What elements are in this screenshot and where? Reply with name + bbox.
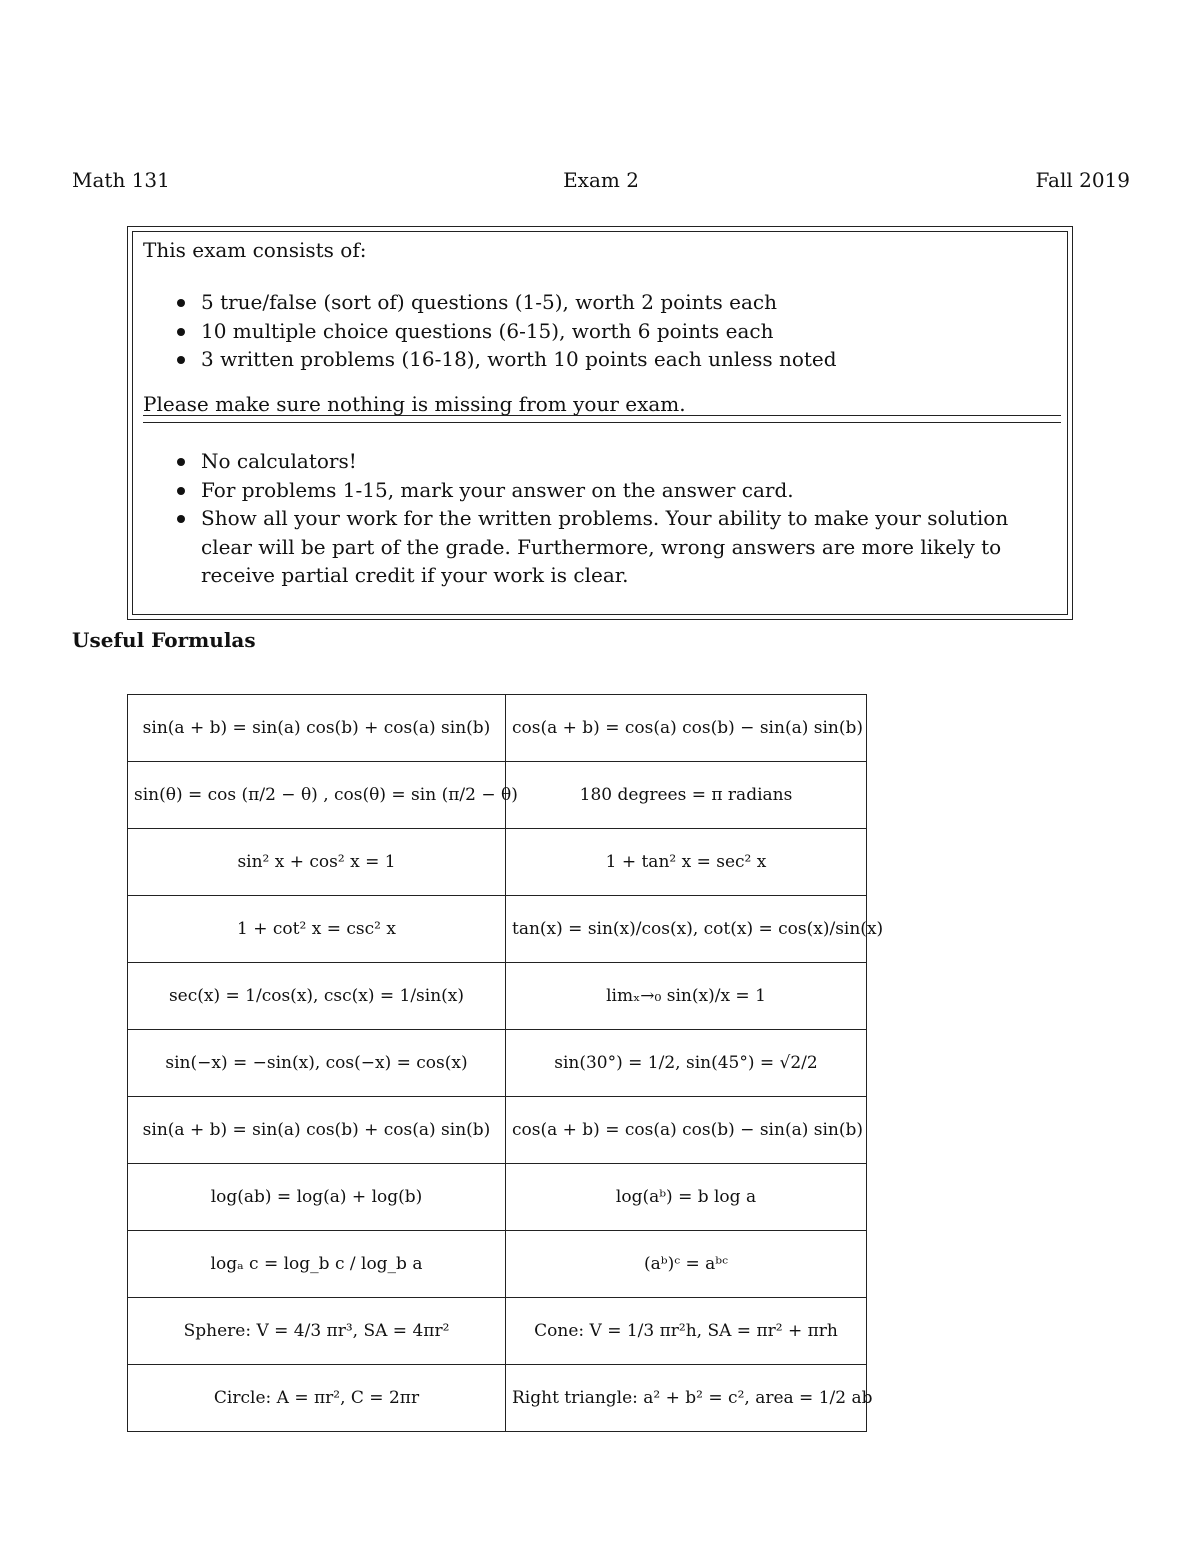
table-cell: sec(x) = 1/cos(x), csc(x) = 1/sin(x) — [128, 963, 506, 1030]
formula-table — [127, 694, 884, 1432]
section-title: Useful Formulas — [72, 628, 256, 652]
table-cell: 1 + tan² x = sec² x — [506, 829, 867, 896]
table-row — [128, 1365, 867, 1432]
table-cell: log(ab) = log(a) + log(b) — [128, 1164, 506, 1231]
table-row — [128, 963, 867, 1030]
table-cell: 1 + cot² x = csc² x — [128, 896, 506, 963]
table-row — [128, 1298, 867, 1365]
table-row — [128, 1231, 867, 1298]
table-row — [128, 695, 867, 762]
table-cell: sin(a + b) = sin(a) cos(b) + cos(a) sin(b) — [128, 695, 506, 762]
table-cell: sin² x + cos² x = 1 — [128, 829, 506, 896]
course-name: Math 131 — [72, 168, 170, 192]
missing-notice: Please make sure nothing is missing from your exam. — [143, 392, 686, 416]
list-item: For problems 1-15, mark your answer on the answer card. — [173, 476, 1053, 505]
instructions-inner-frame — [132, 231, 1068, 615]
double-rule-divider — [143, 415, 1061, 423]
table-cell: Sphere: V = 4/3 πr³, SA = 4πr² — [128, 1298, 506, 1365]
table-cell: 180 degrees = π radians — [506, 762, 867, 829]
list-item: 10 multiple choice questions (6-15), worth 6 points each — [173, 317, 1053, 346]
instructions-box — [127, 226, 1073, 620]
table-row — [128, 896, 867, 963]
list-item: Show all your work for the written problems. Your ability to make your solution clear will be part of the grade. Furthermore, wrong answers are more likely to receive partial credit if your work is clear. — [173, 504, 1053, 590]
table-cell: (aᵇ)ᶜ = aᵇᶜ — [506, 1231, 867, 1298]
table-cell: Cone: V = 1/3 πr²h, SA = πr² + πrh — [506, 1298, 867, 1365]
table-cell: cos(a + b) = cos(a) cos(b) − sin(a) sin(b) — [506, 1097, 867, 1164]
list-item: No calculators! — [173, 447, 1053, 476]
table-cell: Circle: A = πr², C = 2πr — [128, 1365, 506, 1432]
table-row — [128, 1030, 867, 1097]
table-cell: logₐ c = log_b c / log_b a — [128, 1231, 506, 1298]
exam-title: Exam 2 — [563, 168, 639, 192]
exam-term: Fall 2019 — [1035, 168, 1130, 192]
table-cell: sin(a + b) = sin(a) cos(b) + cos(a) sin(b) — [128, 1097, 506, 1164]
table-row — [128, 829, 867, 896]
table-row — [128, 1164, 867, 1231]
page-header — [72, 168, 1130, 196]
table-cell: log(aᵇ) = b log a — [506, 1164, 867, 1231]
exam-parts-list — [173, 288, 1053, 374]
table-cell: sin(−x) = −sin(x), cos(−x) = cos(x) — [128, 1030, 506, 1097]
exam-intro: This exam consists of: — [143, 238, 367, 262]
table-cell: sin(θ) = cos (π/2 − θ) , cos(θ) = sin (π/2 − θ) — [128, 762, 506, 829]
table-row — [128, 762, 867, 829]
table-cell: sin(30°) = 1/2, sin(45°) = √2/2 — [506, 1030, 867, 1097]
table-cell: limₓ→₀ sin(x)/x = 1 — [506, 963, 867, 1030]
table-cell: Right triangle: a² + b² = c², area = 1/2 ab — [506, 1365, 867, 1432]
table-row — [128, 1097, 867, 1164]
list-item: 3 written problems (16-18), worth 10 points each unless noted — [173, 345, 1053, 374]
table-cell: cos(a + b) = cos(a) cos(b) − sin(a) sin(b) — [506, 695, 867, 762]
exam-rules-list — [173, 447, 1053, 590]
list-item: 5 true/false (sort of) questions (1-5), worth 2 points each — [173, 288, 1053, 317]
table-cell: tan(x) = sin(x)/cos(x), cot(x) = cos(x)/sin(x) — [506, 896, 867, 963]
